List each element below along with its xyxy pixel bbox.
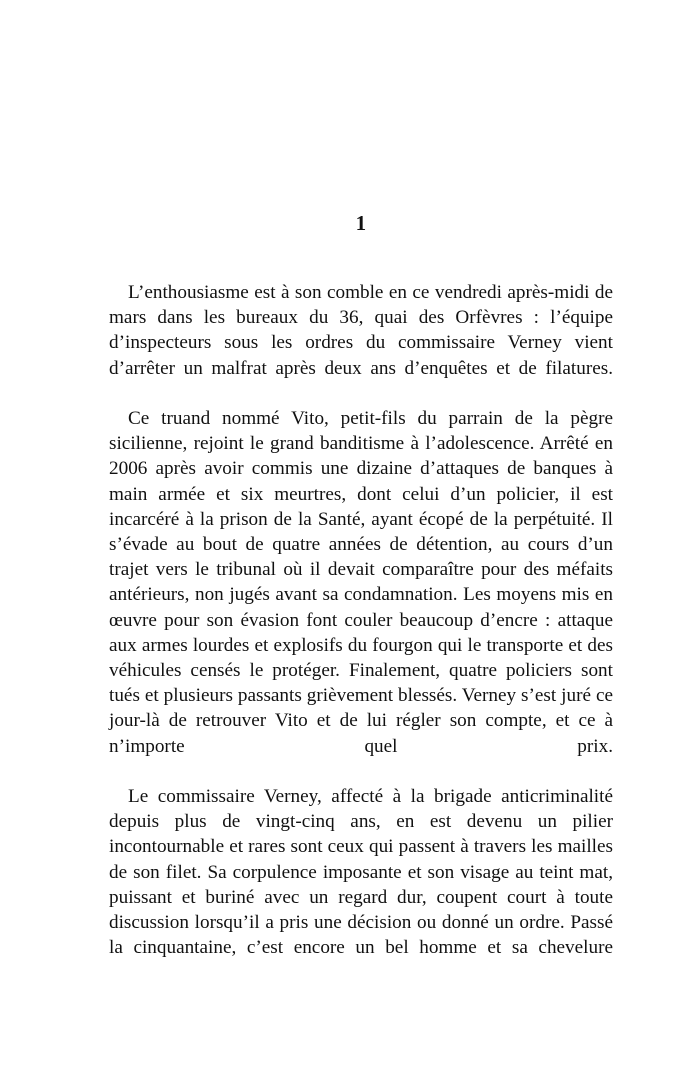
chapter-number-heading: 1 — [355, 211, 367, 235]
body-text-container — [109, 280, 613, 986]
page-text-block — [109, 210, 613, 986]
paragraph: Ce truand nommé Vito, petit-fils du parrain de la pègre sicilienne, rejoint le grand banditisme à l’adolescence. Arrêté en 2006 après avoir commis une dizaine d’attaques de banques à main armée et six meurtres, dont celui d’un policier, il est incarcéré à la prison de la Santé, ayant écopé de la perpétuité. Il s’évade au bout de quatre années de détention, au cours d’un trajet vers le tribunal où il devait comparaître pour des méfaits antérieurs, non jugés avant sa condamnation. Les moyens mis en œuvre pour son évasion font couler beaucoup d’encre : attaque aux armes lourdes et explosifs du fourgon qui le transporte et des véhicules censés le protéger. Finalement, quatre policiers sont tués et plusieurs passants grièvement blessés. Verney s’est juré ce jour-là de retrouver Vito et de lui régler son compte, et ce à n’importe quel prix. — [109, 408, 613, 757]
paragraph: Le commissaire Verney, affecté à la brigade anticriminalité depuis plus de vingt-cinq ans, en est devenu un pilier incontournable et rares sont ceux qui passent à travers les mailles de son filet. Sa corpulence imposante et son visage au teint mat, puissant et buriné avec un regard dur, coupent court à toute discussion lorsqu’il a pris une décision ou donné un ordre. Passé la cinquantaine, c’est encore un bel homme et sa chevelure — [109, 786, 613, 959]
paragraph: L’enthousiasme est à son comble en ce vendredi après-midi de mars dans les bureaux du 36, quai des Orfèvres : l’équipe d’inspecteurs sous les ordres du commissaire Verney vient d’arrêter un malfrat après deux ans d’enquêtes et de filatures. — [109, 282, 613, 379]
